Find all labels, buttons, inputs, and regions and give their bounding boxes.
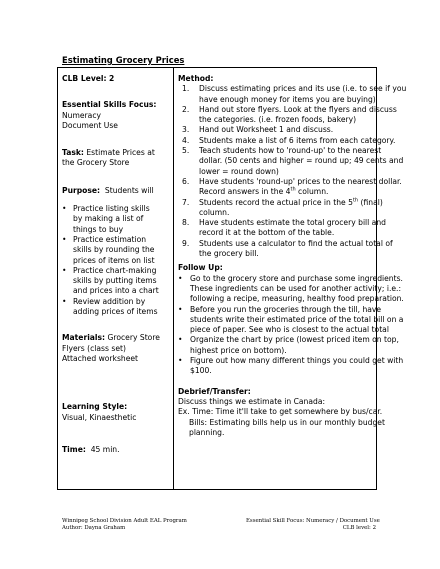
bullet-icon: •	[178, 273, 183, 283]
step-line: Teach students how to 'round-up' to the nearest	[199, 146, 382, 156]
step-line: Students record the actual price in the 5th (final)	[199, 197, 383, 207]
purpose-item-line: skills by rounding the	[73, 245, 155, 255]
method-step	[178, 84, 407, 105]
followup-line: following a recipe, measuring, healthy food preparation.	[190, 294, 404, 304]
bullet-icon: •	[178, 356, 183, 366]
footer-focus: Essential Skill Focus: Numeracy / Document Use	[246, 518, 380, 524]
purpose-item	[62, 266, 170, 297]
followup-item	[178, 304, 404, 336]
step-line: dollar. (50 cents and higher = round up; 49 cents and	[199, 156, 404, 166]
step-number: 4.	[182, 135, 190, 145]
bullet-icon: •	[178, 335, 183, 345]
step-number: 1.	[182, 84, 190, 94]
bullet-icon: •	[62, 204, 67, 214]
footer-program: Winnipeg School Division Adult EAL Program	[62, 518, 187, 524]
column-divider	[173, 67, 174, 490]
materials-label: Materials:	[62, 333, 106, 343]
step-number: 7.	[182, 197, 190, 207]
step-line: Have students estimate the total grocery bill and	[199, 218, 386, 228]
debrief-line: planning.	[189, 427, 225, 437]
step-line: Record answers in the 4th column.	[199, 186, 329, 197]
followup-line: These ingredients can be used for another activity; i.e.:	[190, 283, 402, 293]
time-value: 45 min.	[90, 444, 120, 454]
clb-value: 2	[109, 74, 115, 83]
skills-line: Document Use	[62, 120, 118, 130]
right-column	[178, 74, 407, 438]
step-number: 5.	[182, 146, 190, 156]
bullet-icon: •	[178, 304, 183, 314]
purpose-item-line: Review addition by	[73, 296, 146, 306]
task-line: the Grocery Store	[62, 158, 130, 168]
purpose-item-line: and prices into a chart	[73, 286, 159, 296]
footer-right	[246, 518, 380, 532]
bullet-icon: •	[62, 296, 67, 306]
step-line: lower = round down)	[199, 166, 279, 176]
materials-section	[62, 333, 170, 364]
method-step	[178, 125, 375, 135]
step-line: Discuss estimating prices and its use (i.e. to see if you	[199, 84, 407, 94]
left-column	[62, 74, 170, 463]
materials-line: Flyers (class set)	[62, 343, 126, 353]
purpose-section	[62, 186, 170, 318]
footer-author: Author: Dayna Graham	[62, 525, 126, 531]
method-list	[178, 84, 407, 259]
method-step	[178, 135, 396, 146]
method-label: Method:	[178, 74, 214, 83]
learning-style-section	[62, 402, 170, 423]
step-number: 9.	[182, 238, 190, 248]
footer-clb: CLB level: 2	[342, 525, 376, 531]
method-step	[178, 104, 397, 126]
time-label: Time:	[62, 444, 86, 454]
followup-line: Before you run the groceries through the till, have	[190, 304, 382, 314]
step-line: have enough money for items you are buying)	[199, 94, 376, 104]
purpose-item-line: Practice listing skills	[73, 204, 150, 214]
purpose-item-line: Practice estimation	[73, 234, 147, 244]
purpose-text: Students will	[104, 185, 154, 195]
clb-level	[62, 74, 170, 84]
step-line: the categories. (i.e. frozen foods, bakery)	[199, 115, 357, 125]
followup-line: Go to the grocery store and purchase some ingredients.	[190, 273, 403, 283]
purpose-item-line: by making a list of	[73, 214, 144, 224]
learning-style-label: Learning Style:	[62, 402, 128, 412]
followup-list	[178, 273, 404, 377]
step-line: Students use a calculator to find the actual total of	[199, 238, 393, 248]
step-line: record it at the bottom of the table.	[199, 228, 335, 238]
step-number: 6.	[182, 176, 190, 186]
skills-line: Numeracy	[62, 110, 102, 120]
method-step	[178, 176, 402, 198]
time-section	[62, 445, 170, 455]
purpose-item-line: prices of items on list	[73, 255, 155, 265]
debrief-line: Ex. Time: Time it'll take to get somewhere by bus/car.	[178, 407, 383, 417]
document-title: Estimating Grocery Prices	[62, 55, 185, 65]
materials-line: Attached worksheet	[62, 353, 139, 363]
step-number: 8.	[182, 218, 190, 228]
skills-label: Essential Skills Focus:	[62, 100, 157, 110]
purpose-label: Purpose:	[62, 185, 101, 195]
skills-section	[62, 100, 170, 131]
footer-left	[62, 518, 187, 532]
followup-line: Organize the chart by price (lowest priced item on top,	[190, 335, 399, 345]
purpose-item-line: Practice chart-making	[73, 265, 157, 275]
method-step	[178, 197, 383, 219]
step-number: 3.	[182, 125, 190, 135]
method-step	[178, 146, 404, 177]
bullet-icon: •	[62, 265, 67, 275]
purpose-item	[62, 204, 170, 235]
followup-line: Figure out how many different things you could get with	[190, 356, 404, 366]
bullet-icon: •	[62, 234, 67, 244]
clb-label: CLB Level:	[62, 74, 107, 83]
materials-line: Grocery Store	[107, 333, 160, 343]
task-label: Task:	[62, 148, 84, 158]
followup-item	[178, 356, 404, 377]
method-step	[178, 238, 393, 260]
followup-label: Follow Up:	[178, 263, 223, 273]
step-line: Students make a list of 6 items from each category.	[199, 135, 396, 145]
purpose-item-line: adding prices of items	[73, 307, 158, 317]
followup-line: students write their estimated price of the total bill on a	[190, 314, 404, 324]
step-line: Hand out store flyers. Look at the flyers and discuss	[199, 104, 397, 114]
debrief-label: Debrief/Transfer:	[178, 386, 251, 396]
debrief-section	[178, 396, 385, 438]
step-line: column.	[199, 207, 230, 217]
task-section	[62, 148, 170, 169]
step-line: Hand out Worksheet 1 and discuss.	[199, 125, 334, 135]
followup-item	[178, 335, 399, 356]
step-number: 2.	[182, 104, 190, 114]
step-line: Have students 'round-up' prices to the nearest dollar.	[199, 176, 402, 186]
followup-item	[178, 273, 404, 305]
debrief-line: Discuss things we estimate in Canada:	[178, 396, 326, 406]
purpose-item-line: skills by putting items	[73, 276, 157, 286]
purpose-item	[62, 235, 170, 266]
step-line: the grocery bill.	[199, 249, 259, 259]
debrief-line: Bills: Estimating bills help us in our monthly budget	[189, 417, 385, 427]
purpose-item	[62, 297, 170, 318]
method-step	[178, 218, 386, 239]
followup-line: piece of paper. See who is closest to the actual total	[190, 325, 389, 335]
task-line: Estimate Prices at	[86, 148, 155, 158]
learning-style-value: Visual, Kinaesthetic	[62, 412, 137, 422]
followup-line: $100.	[190, 366, 212, 376]
purpose-item-line: things to buy	[73, 224, 124, 234]
followup-line: highest price on bottom).	[190, 345, 287, 355]
